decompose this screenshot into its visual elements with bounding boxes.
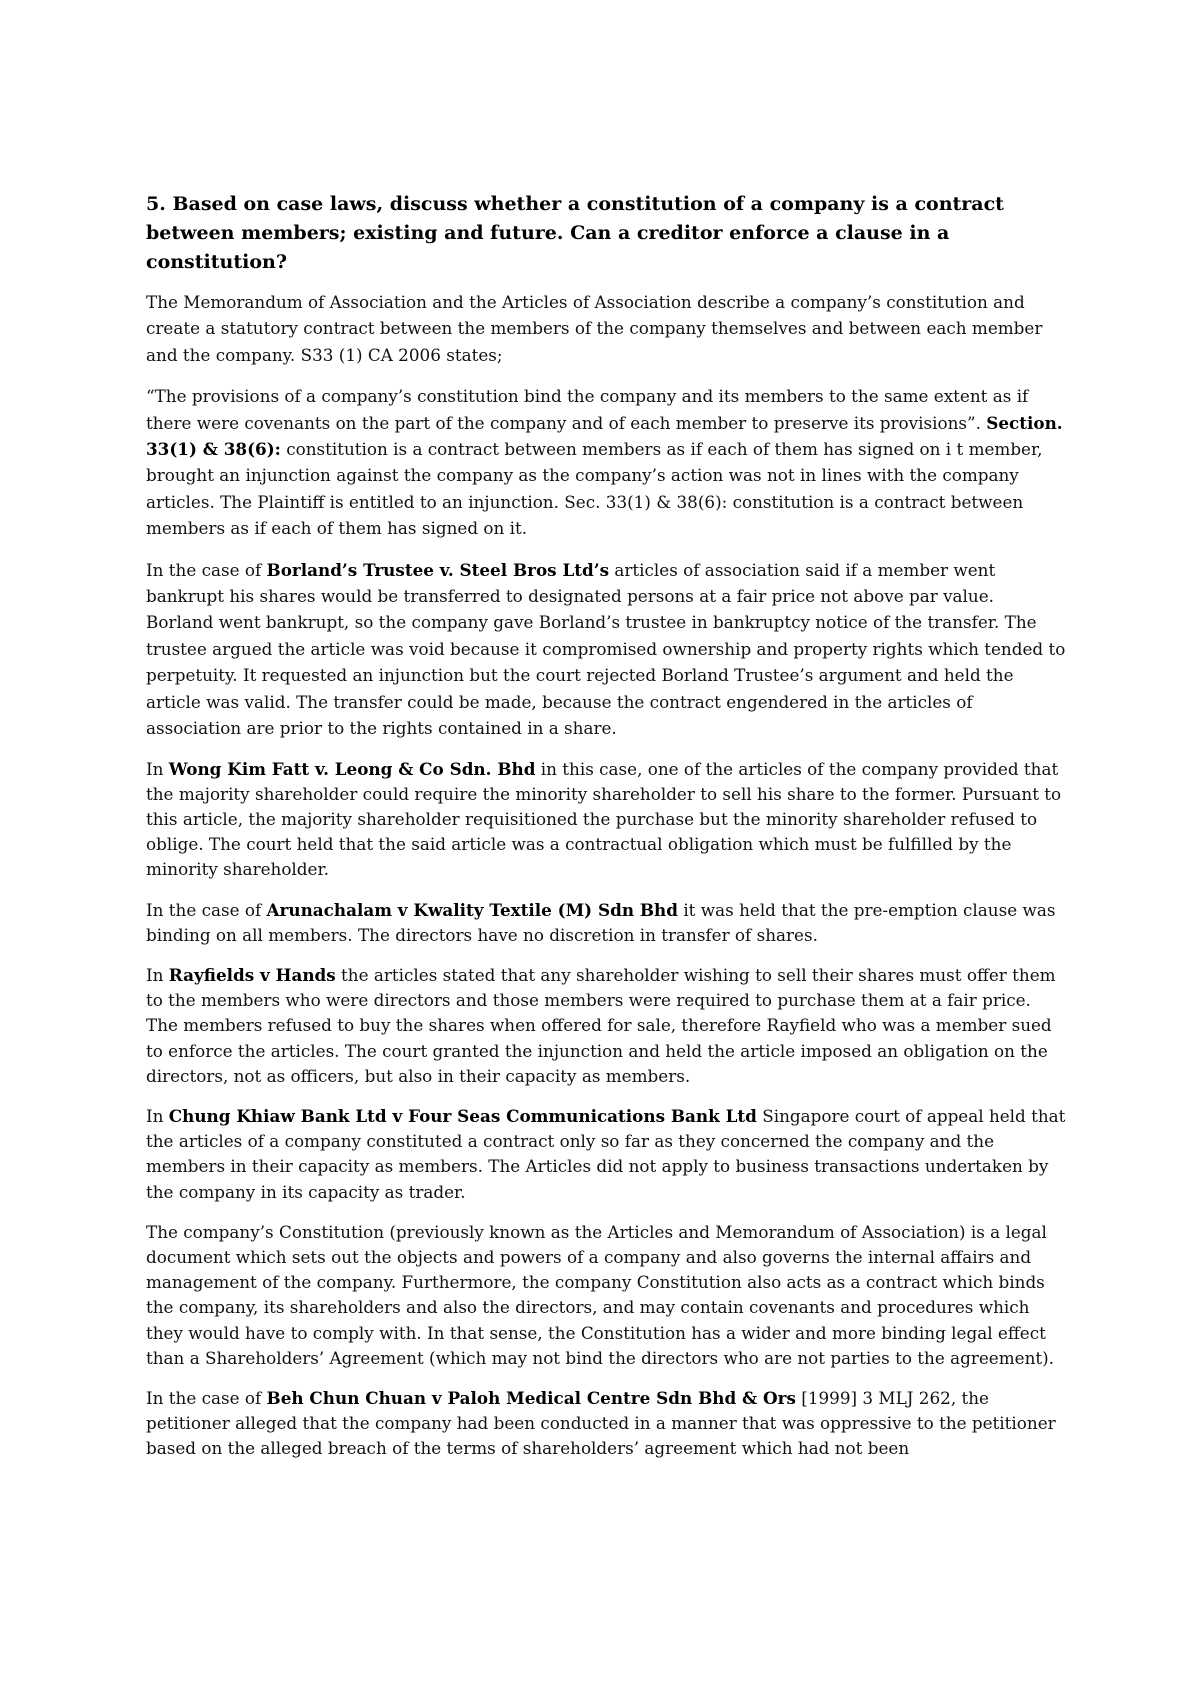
paragraph-rayfields [146,963,1066,1089]
case-name: Arunachalam v Kwality Textile (M) Sdn Bhd [266,899,678,920]
paragraph-text: the articles stated that any shareholder wishing to sell their shares must offer them to the members who were directors and those members were required to purchase them at a fair price. The members refused to buy the shares when offered for sale, therefore Rayfield who was a member sued to enforce the articles. The court granted the injunction and held the article imposed an obligation on the directors, not as officers, but also in their capacity as members. [146,964,1056,1086]
paragraph-text: constitution is a contract between members as if each of them has signed on i t member, brought an injunction against the company as the company’s action was not in lines with the company articles. The Plaintiff is entitled to an injunction. Sec. 33(1) & 38(6): constitution is a contract between members as if each of them has signed on it. [146,439,1043,539]
paragraph-text: [1999] 3 MLJ 262, the petitioner alleged that the company had been conducted in a manner that was oppressive to the petitioner based on the alleged breach of the terms of shareholders’ agreement which had not been [146,1387,1056,1459]
paragraph-text: it was held that the pre-emption clause was binding on all members. The directors have no discretion in transfer of shares. [146,899,1056,945]
paragraph-borland [146,557,1066,742]
paragraph-memorandum: The Memorandum of Association and the Articles of Association describe a company’s constitution and create a statutory contract between the members of the company themselves and between each member and the company. S33 (1) CA 2006 states; [146,292,1043,365]
paragraph-chung-khiaw [146,1104,1066,1205]
paragraph-text: In the case of [146,559,267,580]
case-name: Borland’s Trustee v. Steel Bros Ltd’s [266,559,610,580]
paragraph-text: In the case of [146,899,267,920]
case-name: Rayfields v Hands [168,964,336,985]
case-reference: Section. 33(1) & 38(6): [146,412,1063,460]
case-name: Chung Khiaw Bank Ltd v Four Seas Communications Bank Ltd [168,1105,757,1126]
document-body [146,190,1066,1477]
paragraph-section-33 [146,383,1066,541]
paragraph-wong-kim-fatt [146,757,1066,883]
paragraph-beh-chun-chuan [146,1386,1066,1462]
case-name: Wong Kim Fatt v. Leong & Co Sdn. Bhd [168,758,536,779]
case-name: Beh Chun Chuan v Paloh Medical Centre Sdn Bhd & Ors [266,1387,796,1408]
paragraph-text: articles of association said if a member went bankrupt his shares would be transferred to designated persons at a fair price not above par value. Borland went bankrupt, so the company gave Borland’s trustee in bankruptcy notice of the transfer. The trustee argued the article was void because it compromised ownership and property rights which tended to perpetuity. It requested an injunction but the court rejected Borland Trustee’s argument and held the article was valid. The transfer could be made, because the contract engendered in the articles of association are prior to the rights contained in a share. [146,559,1066,739]
paragraph-arunachalam [146,898,1066,948]
quote-text: “The provisions of a company’s constitution bind the company and its members to the same extent as if there were covenants on the part of the company and of each member to preserve its provisions”. [146,386,1029,433]
question-heading: 5. Based on case laws, discuss whether a constitution of a company is a contract between members; existing and future. Can a creditor enforce a clause in a constitution? [146,193,1004,273]
paragraph-text: Singapore court of appeal held that the articles of a company constituted a contract only so far as they concerned the company and the members in their capacity as members. The Articles did not apply to business transactions undertaken by the company in its capacity as trader. [146,1105,1066,1202]
paragraph-text: In [146,758,169,779]
paragraph-constitution: The company’s Constitution (previously known as the Articles and Memorandum of Association) is a legal document which sets out the objects and powers of a company and also governs the internal affairs and management of the company. Furthermore, the company Constitution also acts as a contract which binds the company, its shareholders and also the directors, and may contain covenants and procedures which they would have to comply with. In that sense, the Constitution has a wider and more binding legal effect than a Shareholders’ Agreement (which may not bind the directors who are not parties to the agreement). [146,1221,1055,1368]
paragraph-text: In [146,1105,169,1126]
paragraph-text: in this case, one of the articles of the company provided that the majority shareholder could require the minority shareholder to sell his share to the former. Pursuant to this article, the majority shareholder requisitioned the purchase but the minority shareholder refused to oblige. The court held that the said article was a contractual obligation which must be fulfilled by the minority shareholder. [146,758,1062,880]
paragraph-text: In the case of [146,1387,267,1408]
paragraph-text: In [146,964,169,985]
